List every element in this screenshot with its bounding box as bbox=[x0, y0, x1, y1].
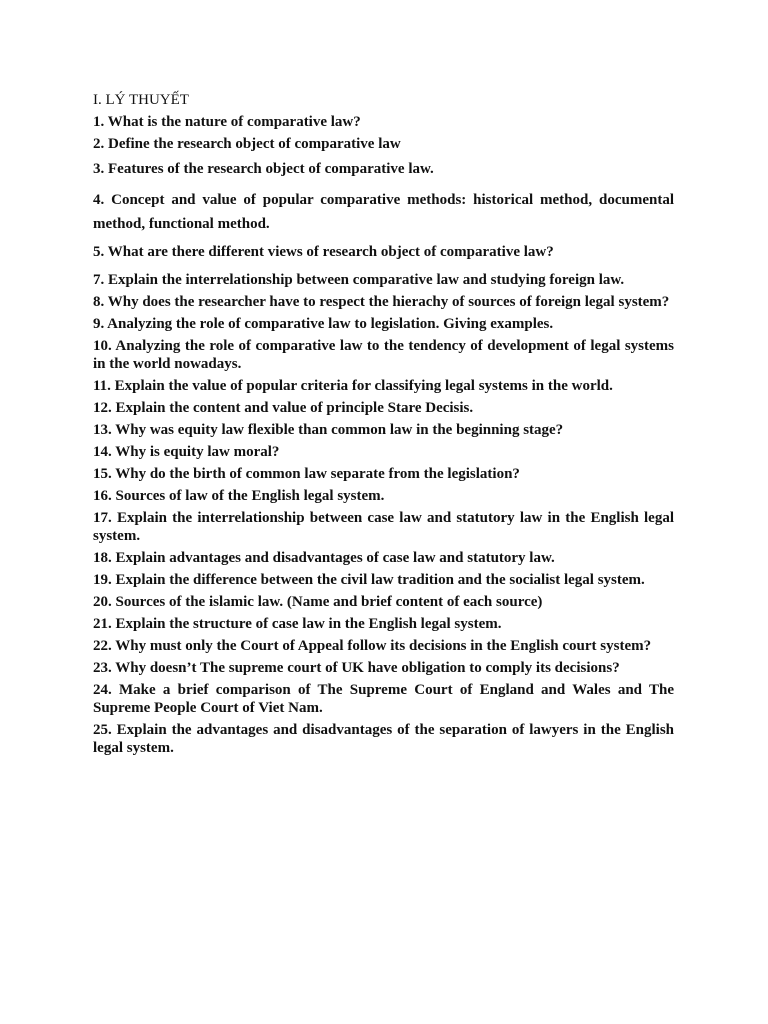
document-content bbox=[93, 91, 674, 761]
question-item: 11. Explain the value of popular criteria for classifying legal systems in the world. bbox=[93, 378, 613, 394]
question-item: 10. Analyzing the role of comparative law to the tendency of development of legal systems in the world nowadays. bbox=[93, 338, 674, 372]
question-item: 2. Define the research object of comparative law bbox=[93, 136, 401, 152]
question-item: 1. What is the nature of comparative law? bbox=[93, 114, 361, 130]
question-item: 13. Why was equity law flexible than common law in the beginning stage? bbox=[93, 422, 564, 438]
question-item: 8. Why does the researcher have to respect the hierachy of sources of foreign legal system? bbox=[93, 294, 670, 310]
question-item: 16. Sources of law of the English legal system. bbox=[93, 488, 385, 504]
question-item: 22. Why must only the Court of Appeal follow its decisions in the English court system? bbox=[93, 638, 652, 654]
question-item: 4. Concept and value of popular comparative methods: historical method, documental method, functional method. bbox=[93, 192, 674, 232]
question-item: 20. Sources of the islamic law. (Name and brief content of each source) bbox=[93, 594, 543, 610]
question-item: 3. Features of the research object of comparative law. bbox=[93, 161, 434, 177]
question-item: 12. Explain the content and value of principle Stare Decisis. bbox=[93, 400, 474, 416]
question-item: 25. Explain the advantages and disadvantages of the separation of lawyers in the English legal system. bbox=[93, 722, 674, 756]
question-item: 19. Explain the difference between the civil law tradition and the socialist legal system. bbox=[93, 572, 645, 588]
question-item: 17. Explain the interrelationship between case law and statutory law in the English legal system. bbox=[93, 510, 674, 544]
question-item: 24. Make a brief comparison of The Supreme Court of England and Wales and The Supreme People Court of Viet Nam. bbox=[93, 682, 674, 716]
question-item: 7. Explain the interrelationship between comparative law and studying foreign law. bbox=[93, 272, 625, 288]
question-item: 5. What are there different views of research object of comparative law? bbox=[93, 244, 554, 260]
question-item: 21. Explain the structure of case law in the English legal system. bbox=[93, 616, 502, 632]
question-item: 9. Analyzing the role of comparative law to legislation. Giving examples. bbox=[93, 316, 554, 332]
section-heading: I. LÝ THUYẾT bbox=[93, 92, 189, 108]
question-item: 14. Why is equity law moral? bbox=[93, 444, 280, 460]
question-item: 23. Why doesn’t The supreme court of UK have obligation to comply its decisions? bbox=[93, 660, 620, 676]
question-item: 15. Why do the birth of common law separate from the legislation? bbox=[93, 466, 520, 482]
question-item: 18. Explain advantages and disadvantages of case law and statutory law. bbox=[93, 550, 555, 566]
